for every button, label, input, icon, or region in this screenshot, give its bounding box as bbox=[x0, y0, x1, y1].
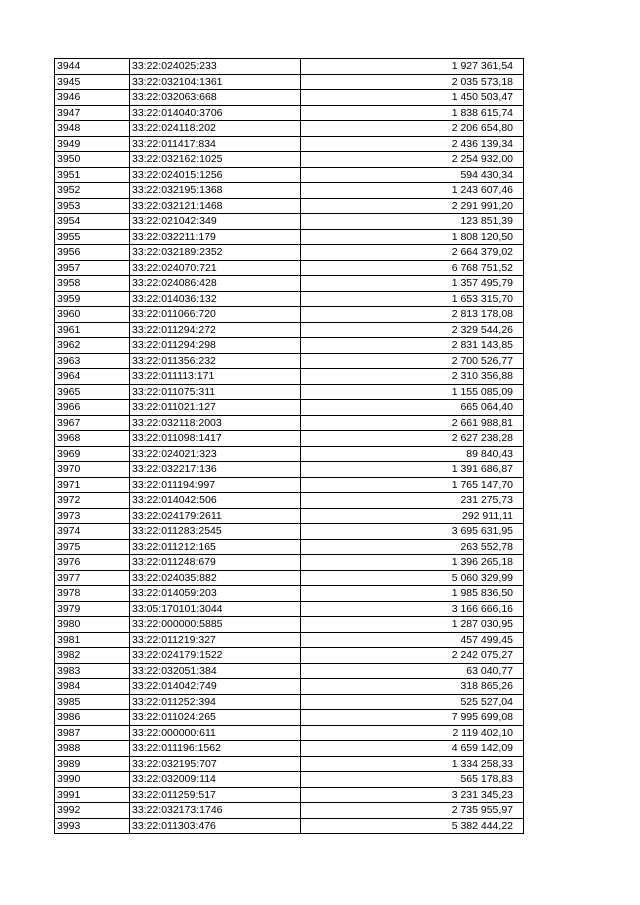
cadastral-number-cell: 33:22:011021:127 bbox=[130, 400, 301, 416]
table-row bbox=[55, 338, 524, 354]
cadastral-value-cell: 2 661 988,81 bbox=[301, 415, 524, 431]
cadastral-value-cell: 1 287 030,95 bbox=[301, 617, 524, 633]
row-number-cell: 3977 bbox=[55, 570, 130, 586]
table-row bbox=[55, 183, 524, 199]
cadastral-number-cell: 33:22:011356:232 bbox=[130, 353, 301, 369]
cadastral-value-cell: 1 808 120,50 bbox=[301, 229, 524, 245]
row-number-cell: 3963 bbox=[55, 353, 130, 369]
cadastral-number-cell: 33:22:024021:323 bbox=[130, 446, 301, 462]
cadastral-value-cell: 565 178,83 bbox=[301, 772, 524, 788]
cadastral-value-cell: 2 735 955,97 bbox=[301, 803, 524, 819]
table-row bbox=[55, 694, 524, 710]
row-number-cell: 3978 bbox=[55, 586, 130, 602]
cadastral-number-cell: 33:22:032195:707 bbox=[130, 756, 301, 772]
cadastral-value-cell: 2 627 238,28 bbox=[301, 431, 524, 447]
cadastral-number-cell: 33:22:032104:1361 bbox=[130, 74, 301, 90]
cadastral-number-cell: 33:22:032217:136 bbox=[130, 462, 301, 478]
table-row bbox=[55, 59, 524, 75]
table-row bbox=[55, 462, 524, 478]
cadastral-number-cell: 33:22:032118:2003 bbox=[130, 415, 301, 431]
cadastral-number-cell: 33:22:014059:203 bbox=[130, 586, 301, 602]
cadastral-value-cell: 1 985 836,50 bbox=[301, 586, 524, 602]
cadastral-number-cell: 33:22:032189:2352 bbox=[130, 245, 301, 261]
cadastral-value-cell: 2 206 654,80 bbox=[301, 121, 524, 137]
cadastral-number-cell: 33:22:024015:1256 bbox=[130, 167, 301, 183]
cadastral-number-cell: 33:22:024086:428 bbox=[130, 276, 301, 292]
cadastral-number-cell: 33:22:032121:1468 bbox=[130, 198, 301, 214]
row-number-cell: 3957 bbox=[55, 260, 130, 276]
cadastral-number-cell: 33:22:011212:165 bbox=[130, 539, 301, 555]
table-row bbox=[55, 539, 524, 555]
row-number-cell: 3972 bbox=[55, 493, 130, 509]
cadastral-number-cell: 33:22:032051:384 bbox=[130, 663, 301, 679]
table-row bbox=[55, 787, 524, 803]
cadastral-value-cell: 3 166 666,16 bbox=[301, 601, 524, 617]
cadastral-number-cell: 33:22:032195:1368 bbox=[130, 183, 301, 199]
table-row bbox=[55, 369, 524, 385]
cadastral-value-cell: 7 995 699,08 bbox=[301, 710, 524, 726]
row-number-cell: 3959 bbox=[55, 291, 130, 307]
table-row bbox=[55, 632, 524, 648]
cadastral-number-cell: 33:05:170101:3044 bbox=[130, 601, 301, 617]
cadastral-value-cell: 2 436 139,34 bbox=[301, 136, 524, 152]
cadastral-number-cell: 33:22:024070:721 bbox=[130, 260, 301, 276]
cadastral-value-cell: 1 396 265,18 bbox=[301, 555, 524, 571]
row-number-cell: 3949 bbox=[55, 136, 130, 152]
table-row bbox=[55, 105, 524, 121]
cadastral-value-cell: 5 382 444,22 bbox=[301, 818, 524, 834]
cadastral-number-cell: 33:22:011066:720 bbox=[130, 307, 301, 323]
cadastral-number-cell: 33:22:024179:1522 bbox=[130, 648, 301, 664]
row-number-cell: 3969 bbox=[55, 446, 130, 462]
row-number-cell: 3975 bbox=[55, 539, 130, 555]
table-row bbox=[55, 291, 524, 307]
table-row bbox=[55, 555, 524, 571]
cadastral-number-cell: 33:22:014042:749 bbox=[130, 679, 301, 695]
cadastral-value-cell: 123 851,39 bbox=[301, 214, 524, 230]
table-row bbox=[55, 121, 524, 137]
cadastral-number-cell: 33:22:011294:298 bbox=[130, 338, 301, 354]
table-row bbox=[55, 524, 524, 540]
cadastral-number-cell: 33:22:032173:1746 bbox=[130, 803, 301, 819]
row-number-cell: 3984 bbox=[55, 679, 130, 695]
row-number-cell: 3973 bbox=[55, 508, 130, 524]
table-row bbox=[55, 710, 524, 726]
row-number-cell: 3992 bbox=[55, 803, 130, 819]
cadastral-value-cell: 2 813 178,08 bbox=[301, 307, 524, 323]
table-body bbox=[55, 59, 524, 834]
table-row bbox=[55, 90, 524, 106]
cadastral-number-cell: 33:22:024035:882 bbox=[130, 570, 301, 586]
row-number-cell: 3985 bbox=[55, 694, 130, 710]
cadastral-value-cell: 63 040,77 bbox=[301, 663, 524, 679]
table-row bbox=[55, 663, 524, 679]
row-number-cell: 3980 bbox=[55, 617, 130, 633]
cadastral-value-cell: 525 527,04 bbox=[301, 694, 524, 710]
row-number-cell: 3993 bbox=[55, 818, 130, 834]
table-row bbox=[55, 400, 524, 416]
cadastral-value-cell: 1 653 315,70 bbox=[301, 291, 524, 307]
row-number-cell: 3982 bbox=[55, 648, 130, 664]
cadastral-value-cell: 1 391 686,87 bbox=[301, 462, 524, 478]
row-number-cell: 3945 bbox=[55, 74, 130, 90]
table-row bbox=[55, 198, 524, 214]
cadastral-number-cell: 33:22:000000:611 bbox=[130, 725, 301, 741]
row-number-cell: 3950 bbox=[55, 152, 130, 168]
table-row bbox=[55, 152, 524, 168]
table-row bbox=[55, 508, 524, 524]
row-number-cell: 3966 bbox=[55, 400, 130, 416]
row-number-cell: 3968 bbox=[55, 431, 130, 447]
row-number-cell: 3953 bbox=[55, 198, 130, 214]
table-row bbox=[55, 477, 524, 493]
row-number-cell: 3954 bbox=[55, 214, 130, 230]
table-row bbox=[55, 679, 524, 695]
cadastral-number-cell: 33:22:011417:834 bbox=[130, 136, 301, 152]
cadastral-number-cell: 33:22:011294:272 bbox=[130, 322, 301, 338]
row-number-cell: 3944 bbox=[55, 59, 130, 75]
table-row bbox=[55, 74, 524, 90]
cadastral-value-cell: 318 865,26 bbox=[301, 679, 524, 695]
table-row bbox=[55, 322, 524, 338]
table-row bbox=[55, 493, 524, 509]
cadastral-number-cell: 33:22:014036:132 bbox=[130, 291, 301, 307]
table-row bbox=[55, 415, 524, 431]
cadastral-value-cell: 2 035 573,18 bbox=[301, 74, 524, 90]
cadastral-value-cell: 3 231 345,23 bbox=[301, 787, 524, 803]
cadastral-number-cell: 33:22:032211:179 bbox=[130, 229, 301, 245]
row-number-cell: 3958 bbox=[55, 276, 130, 292]
row-number-cell: 3979 bbox=[55, 601, 130, 617]
row-number-cell: 3952 bbox=[55, 183, 130, 199]
table-row bbox=[55, 586, 524, 602]
row-number-cell: 3990 bbox=[55, 772, 130, 788]
cadastral-value-cell: 594 430,34 bbox=[301, 167, 524, 183]
table-row bbox=[55, 446, 524, 462]
cadastral-value-cell: 263 552,78 bbox=[301, 539, 524, 555]
row-number-cell: 3981 bbox=[55, 632, 130, 648]
row-number-cell: 3948 bbox=[55, 121, 130, 137]
row-number-cell: 3946 bbox=[55, 90, 130, 106]
cadastral-value-cell: 2 119 402,10 bbox=[301, 725, 524, 741]
row-number-cell: 3962 bbox=[55, 338, 130, 354]
row-number-cell: 3964 bbox=[55, 369, 130, 385]
row-number-cell: 3983 bbox=[55, 663, 130, 679]
cadastral-value-cell: 5 060 329,99 bbox=[301, 570, 524, 586]
row-number-cell: 3955 bbox=[55, 229, 130, 245]
cadastral-number-cell: 33:22:032009:114 bbox=[130, 772, 301, 788]
cadastral-number-cell: 33:22:024179:2611 bbox=[130, 508, 301, 524]
cadastral-value-table bbox=[54, 58, 524, 834]
cadastral-value-cell: 1 765 147,70 bbox=[301, 477, 524, 493]
row-number-cell: 3986 bbox=[55, 710, 130, 726]
row-number-cell: 3967 bbox=[55, 415, 130, 431]
table-row bbox=[55, 570, 524, 586]
cadastral-number-cell: 33:22:024118:202 bbox=[130, 121, 301, 137]
cadastral-number-cell: 33:22:011303:476 bbox=[130, 818, 301, 834]
cadastral-value-cell: 2 242 075,27 bbox=[301, 648, 524, 664]
cadastral-number-cell: 33:22:011259:517 bbox=[130, 787, 301, 803]
table-row bbox=[55, 167, 524, 183]
row-number-cell: 3965 bbox=[55, 384, 130, 400]
row-number-cell: 3976 bbox=[55, 555, 130, 571]
cadastral-value-cell: 457 499,45 bbox=[301, 632, 524, 648]
row-number-cell: 3991 bbox=[55, 787, 130, 803]
cadastral-number-cell: 33:22:011098:1417 bbox=[130, 431, 301, 447]
cadastral-value-cell: 1 243 607,46 bbox=[301, 183, 524, 199]
row-number-cell: 3987 bbox=[55, 725, 130, 741]
cadastral-value-cell: 2 291 991,20 bbox=[301, 198, 524, 214]
row-number-cell: 3971 bbox=[55, 477, 130, 493]
table-row bbox=[55, 756, 524, 772]
cadastral-value-cell: 2 254 932,00 bbox=[301, 152, 524, 168]
table-row bbox=[55, 818, 524, 834]
cadastral-number-cell: 33:22:032063:668 bbox=[130, 90, 301, 106]
table-row bbox=[55, 384, 524, 400]
table-row bbox=[55, 276, 524, 292]
cadastral-number-cell: 33:22:011196:1562 bbox=[130, 741, 301, 757]
row-number-cell: 3974 bbox=[55, 524, 130, 540]
row-number-cell: 3960 bbox=[55, 307, 130, 323]
table-row bbox=[55, 725, 524, 741]
cadastral-value-cell: 2 310 356,88 bbox=[301, 369, 524, 385]
cadastral-value-cell: 2 664 379,02 bbox=[301, 245, 524, 261]
cadastral-value-cell: 292 911,11 bbox=[301, 508, 524, 524]
cadastral-number-cell: 33:22:011219:327 bbox=[130, 632, 301, 648]
cadastral-number-cell: 33:22:011283:2545 bbox=[130, 524, 301, 540]
cadastral-value-cell: 3 695 631,95 bbox=[301, 524, 524, 540]
cadastral-value-cell: 6 768 751,52 bbox=[301, 260, 524, 276]
table-row bbox=[55, 648, 524, 664]
cadastral-value-cell: 1 450 503,47 bbox=[301, 90, 524, 106]
row-number-cell: 3988 bbox=[55, 741, 130, 757]
cadastral-value-cell: 1 334 258,33 bbox=[301, 756, 524, 772]
cadastral-value-cell: 89 840,43 bbox=[301, 446, 524, 462]
cadastral-value-cell: 2 700 526,77 bbox=[301, 353, 524, 369]
cadastral-number-cell: 33:22:011024:265 bbox=[130, 710, 301, 726]
row-number-cell: 3947 bbox=[55, 105, 130, 121]
cadastral-value-cell: 2 831 143,85 bbox=[301, 338, 524, 354]
row-number-cell: 3951 bbox=[55, 167, 130, 183]
cadastral-value-cell: 1 155 085,09 bbox=[301, 384, 524, 400]
row-number-cell: 3961 bbox=[55, 322, 130, 338]
table-row bbox=[55, 772, 524, 788]
table-row bbox=[55, 353, 524, 369]
table-row bbox=[55, 245, 524, 261]
cadastral-value-cell: 665 064,40 bbox=[301, 400, 524, 416]
table-row bbox=[55, 260, 524, 276]
table-row bbox=[55, 617, 524, 633]
table-row bbox=[55, 136, 524, 152]
cadastral-number-cell: 33:22:011113:171 bbox=[130, 369, 301, 385]
table-row bbox=[55, 431, 524, 447]
cadastral-number-cell: 33:22:014040:3706 bbox=[130, 105, 301, 121]
table-row bbox=[55, 741, 524, 757]
table-row bbox=[55, 214, 524, 230]
cadastral-number-cell: 33:22:011194:997 bbox=[130, 477, 301, 493]
cadastral-value-cell: 1 357 495,79 bbox=[301, 276, 524, 292]
cadastral-number-cell: 33:22:021042:349 bbox=[130, 214, 301, 230]
cadastral-value-cell: 2 329 544,26 bbox=[301, 322, 524, 338]
cadastral-number-cell: 33:22:032162:1025 bbox=[130, 152, 301, 168]
row-number-cell: 3989 bbox=[55, 756, 130, 772]
table-row bbox=[55, 803, 524, 819]
cadastral-number-cell: 33:22:011252:394 bbox=[130, 694, 301, 710]
cadastral-number-cell: 33:22:011075:311 bbox=[130, 384, 301, 400]
table-row bbox=[55, 601, 524, 617]
row-number-cell: 3956 bbox=[55, 245, 130, 261]
cadastral-number-cell: 33:22:011248:679 bbox=[130, 555, 301, 571]
row-number-cell: 3970 bbox=[55, 462, 130, 478]
table-row bbox=[55, 307, 524, 323]
cadastral-number-cell: 33:22:014042:506 bbox=[130, 493, 301, 509]
cadastral-number-cell: 33:22:024025:233 bbox=[130, 59, 301, 75]
table-row bbox=[55, 229, 524, 245]
cadastral-value-cell: 1 927 361,54 bbox=[301, 59, 524, 75]
cadastral-value-cell: 4 659 142,09 bbox=[301, 741, 524, 757]
cadastral-number-cell: 33:22:000000:5885 bbox=[130, 617, 301, 633]
cadastral-value-cell: 1 838 615,74 bbox=[301, 105, 524, 121]
cadastral-value-cell: 231 275,73 bbox=[301, 493, 524, 509]
